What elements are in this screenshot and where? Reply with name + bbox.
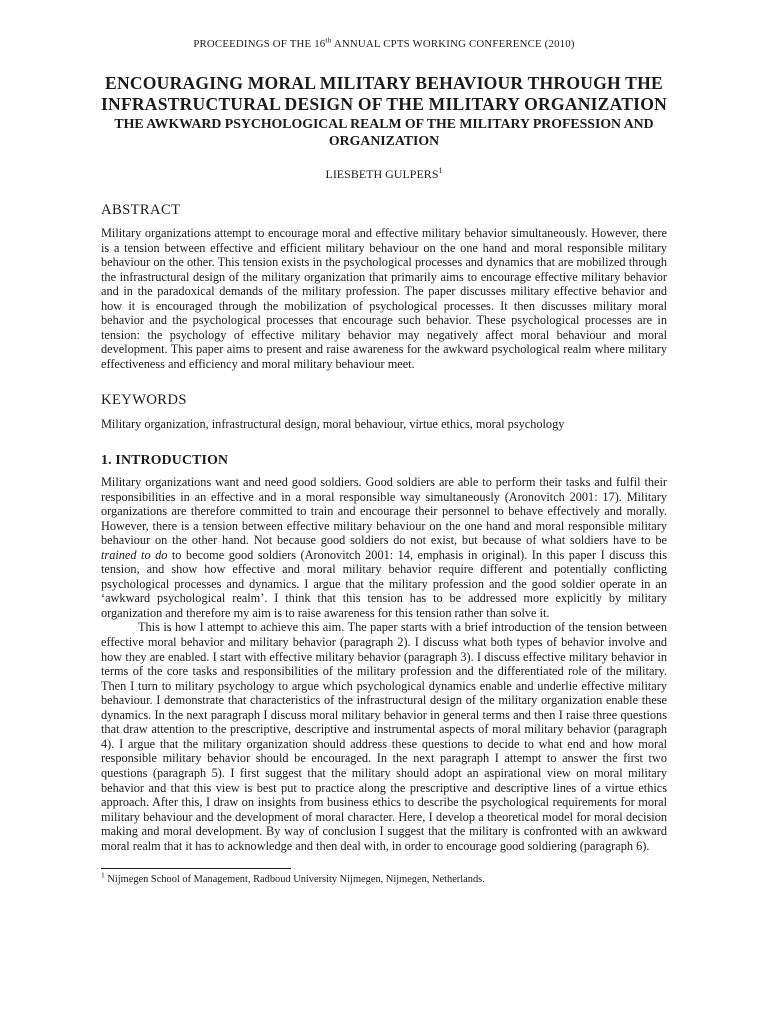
introduction-paragraph-1 <box>101 475 667 620</box>
footnote <box>101 870 667 887</box>
page-content <box>101 0 667 887</box>
author-line <box>101 167 667 181</box>
keywords-text: Military organization, infrastructural design, moral behaviour, virtue ethics, moral psychology <box>101 417 565 432</box>
footnote-mark: 1 <box>101 870 105 880</box>
paper-subtitle: THE AWKWARD PSYCHOLOGICAL REALM OF THE MILITARY PROFESSION AND ORGANIZATION <box>114 116 654 148</box>
running-header-ordinal: th <box>325 35 332 45</box>
author-footnote-mark: 1 <box>438 166 443 175</box>
keywords-heading: KEYWORDS <box>101 392 187 409</box>
intro-para1-text: Military organizations want and need good soldiers. Good soldiers are able to perform their tasks and fulfil their responsibilities in an effective and in a moral responsible way simultaneously (Aronovitch 2001: 17). Military organizations are therefore committed to train and encourage their personnel to behave effectively and morally. However, there is a tension between effective military behaviour on the one hand and moral responsible military behaviour on the other hand. Not because good soldiers do not exist, but because of what soldiers have to be <box>101 475 667 548</box>
intro-para1-emphasis: trained to do <box>101 547 168 562</box>
author-name: LIESBETH GULPERS <box>325 167 439 181</box>
running-header <box>101 35 667 51</box>
introduction-paragraph-2: This is how I attempt to achieve this aim. The paper starts with a brief introduction of the tension between effective moral behavior and military behavior (paragraph 2). I discuss what both types of behavior involve and how they are enabled. I start with effective military behavior (paragraph 3). I discuss effective military behavior in terms of the core tasks and responsibilities of the military profession and the differentiated role of the military. Then I turn to military psychology to argue which psychological dynamics enable and underlie effective military behaviour. I demonstrate that characteristics of the infrastructural design of the military organization enable these dynamics. In the next paragraph I discuss moral military behavior in general terms and then I raise three questions that draw attention to the prescriptive, descriptive and instrumental aspects of moral military behavior (paragraph 4). I argue that the military organization should address these questions to decide to what end and how moral responsible military behavior should be encouraged. In the next paragraph I attempt to answer the first two questions (paragraph 5). I first suggest that the military should adopt an aspirational view on moral military behavior and that this view is best put to practice along the prescriptive and descriptive lines of a virtue ethics approach. After this, I draw on insights from business ethics to describe the psychological requirements for moral military behaviour and the development of moral character. Here, I develop a theoretical model for moral decision making and moral development. By way of conclusion I suggest that the military is confronted with an awkward moral realm that it has to acknowledge and then deal with, in order to encourage good soldiering (paragraph 6). <box>101 620 667 853</box>
introduction-heading: 1. INTRODUCTION <box>101 452 229 468</box>
intro-para1-text-continued: to become good soldiers (Aronovitch 2001: 14, emphasis in original). In this paper I discuss this tension, and show how effective and moral military behavior require different and potentially conflicting psychological processes and dynamics. I argue that the military profession and the good soldier operate in an ‘awkward psychological realm’. I think that this tension has to be addressed more explicitly by military organization and therefore my aim is to raise awareness for this tension rather than solve it. <box>101 547 667 620</box>
abstract-heading: ABSTRACT <box>101 202 181 218</box>
footnote-text: Nijmegen School of Management, Radboud University Nijmegen, Nijmegen, Netherlands. <box>107 874 485 886</box>
footnote-divider <box>101 868 291 869</box>
abstract-text: Military organizations attempt to encourage moral and effective military behavior simultaneously. However, there is a tension between effective and efficient military behaviour on the one hand and moral responsible military behaviour on the other. This tension exists in the psychological processes and dynamics that are mobilized through the infrastructural design of the military organization that primarily aims to encourage effective military behavior and in the paradoxical demands of the military profession. The paper discusses military effective behavior and how it is encouraged through the mobilization of psychological processes. It then discusses military moral behavior and the psychological processes that encourage such behavior. These psychological processes are in tension: the psychology of effective military behavior may negatively affect moral behaviour and moral development. This paper aims to present and raise awareness for the awkward psychological realm where military effectiveness and efficiency and moral military behaviour meet. <box>101 226 667 371</box>
running-header-suffix: ANNUAL CPTS WORKING CONFERENCE (2010) <box>331 38 575 50</box>
paper-title: ENCOURAGING MORAL MILITARY BEHAVIOUR THROUGH THE INFRASTRUCTURAL DESIGN OF THE MILITARY ORGANIZATION <box>101 73 667 114</box>
running-header-prefix: PROCEEDINGS OF THE 16 <box>193 38 326 50</box>
